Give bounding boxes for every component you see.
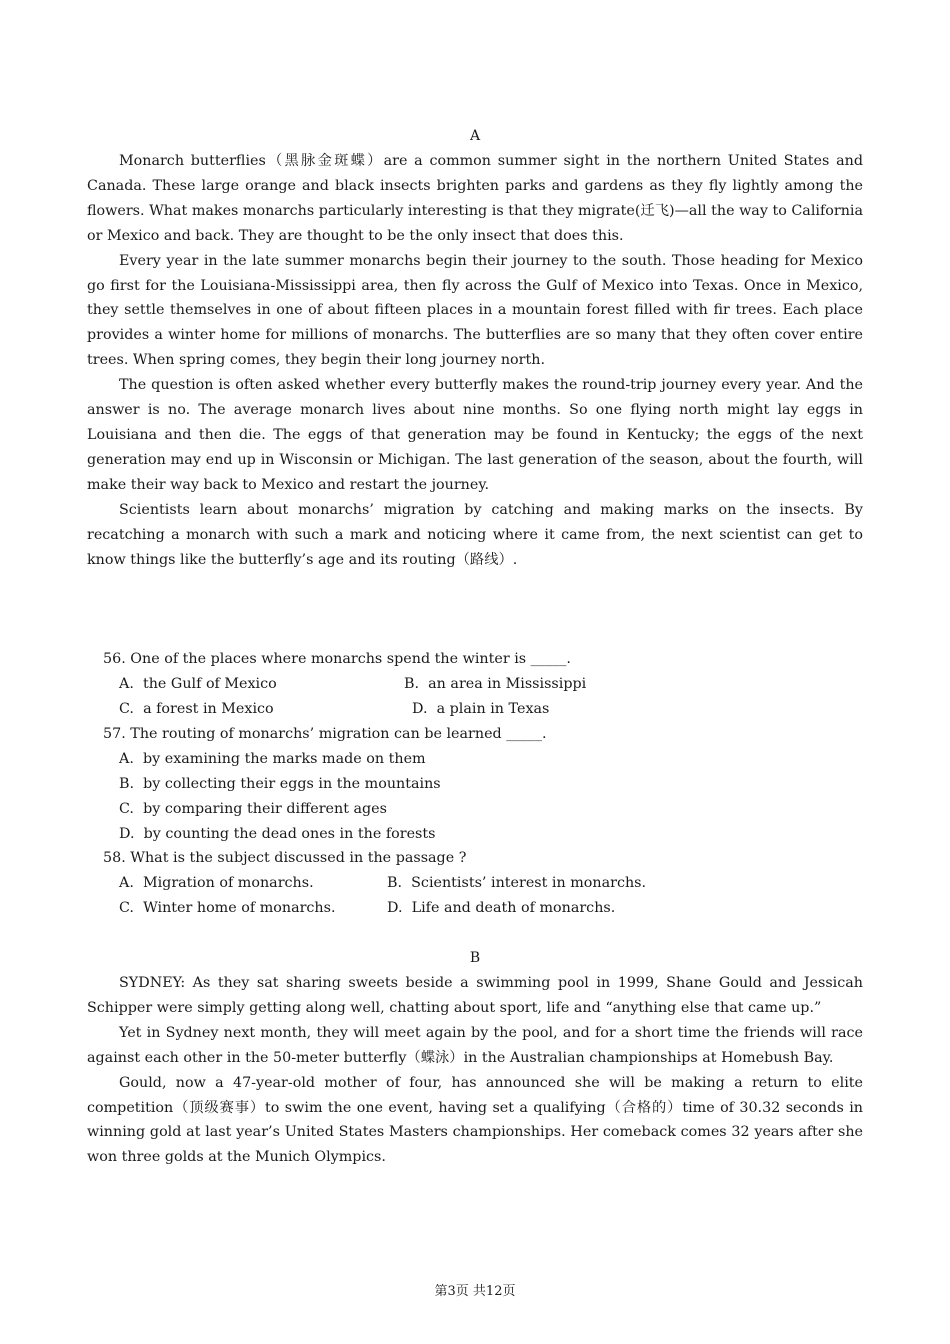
passage-a-body xyxy=(87,149,863,572)
passage-b-heading: B xyxy=(469,950,481,966)
question-56-option-b: B. an area in Mississippi xyxy=(404,676,587,692)
question-58-option-c: C. Winter home of monarchs. xyxy=(119,900,336,916)
page-number-footer: 第3页 共12页 xyxy=(434,1284,516,1299)
question-57-stem: 57. The routing of monarchs’ migration can be learned _____. xyxy=(103,726,547,742)
question-58-option-b: B. Scientists’ interest in monarchs. xyxy=(387,875,647,891)
passage-b-paragraph-2: Yet in Sydney next month, they will meet again by the pool, and for a short time the friends will race against each other in the 50-meter butterfly（蝶泳）in the Australian championships at Homebush Bay. xyxy=(87,1024,863,1066)
passage-b-paragraph-3: Gould, now a 47-year-old mother of four, has announced she will be making a return to elite competition（顶级赛事）to swim the one event, having set a qualifying（合格的）time of 30.32 seconds in winning gold at last year’s United States Masters championships. Her comeback comes 32 years after she won three golds at the Munich Olympics. xyxy=(87,1074,863,1166)
question-57-option-b: B. by collecting their eggs in the mountains xyxy=(119,776,441,792)
question-56-option-a: A. the Gulf of Mexico xyxy=(119,676,277,692)
passage-a-heading: A xyxy=(469,128,481,144)
question-56-option-c: C. a forest in Mexico xyxy=(119,701,274,717)
question-57-option-a: A. by examining the marks made on them xyxy=(119,751,426,767)
passage-b-paragraph-1: SYDNEY: As they sat sharing sweets beside a swimming pool in 1999, Shane Gould and Jessicah Schipper were simply getting along well, chatting about sport, life and “anything else that came up.” xyxy=(87,975,863,1016)
passage-a-paragraph-2: Every year in the late summer monarchs begin their journey to the south. Those heading for Mexico go first for the Louisiana-Mississippi area, then fly across the Gulf of Mexico into Texas. Once in Mexico, they settle themselves in one of about fifteen places in a mountain forest filled with fir trees. Each place provides a winter home for millions of monarchs. The butterflies are so many that they often cover entire trees. When spring comes, they begin their long journey north. xyxy=(87,252,863,369)
question-58-option-a: A. Migration of monarchs. xyxy=(119,875,314,891)
question-58-stem: 58. What is the subject discussed in the passage ? xyxy=(103,850,467,866)
question-58-option-d: D. Life and death of monarchs. xyxy=(387,900,616,916)
question-57-option-d: D. by counting the dead ones in the forests xyxy=(119,826,436,842)
question-57-option-c: C. by comparing their different ages xyxy=(119,801,387,817)
question-56-stem: 56. One of the places where monarchs spend the winter is _____. xyxy=(103,651,571,667)
passage-a-paragraph-1: Monarch butterflies（黑脉金斑蝶）are a common summer sight in the northern United States and Canada. These large orange and black insects brighten parks and gardens as they fly lightly among the flowers. What makes monarchs particularly interesting is that they migrate(迁飞)—all the way to California or Mexico and back. They are thought to be the only insect that does this. xyxy=(87,153,863,244)
passage-b-body xyxy=(87,971,863,1170)
passage-a-paragraph-3: The question is often asked whether every butterfly makes the round-trip journey every year. And the answer is no. The average monarch lives about nine months. So one flying north might lay eggs in Louisiana and then die. The eggs of that generation may be found in Kentucky; the eggs of the next generation may end up in Wisconsin or Michigan. The last generation of the season, about the fourth, will make their way back to Mexico and restart the journey. xyxy=(87,377,863,493)
question-56-option-d: D. a plain in Texas xyxy=(412,701,550,717)
passage-a-paragraph-4: Scientists learn about monarchs’ migration by catching and making marks on the insects. By recatching a monarch with such a mark and noticing where it came from, the next scientist can get to know things like the butterfly’s age and its routing（路线）. xyxy=(87,501,863,568)
